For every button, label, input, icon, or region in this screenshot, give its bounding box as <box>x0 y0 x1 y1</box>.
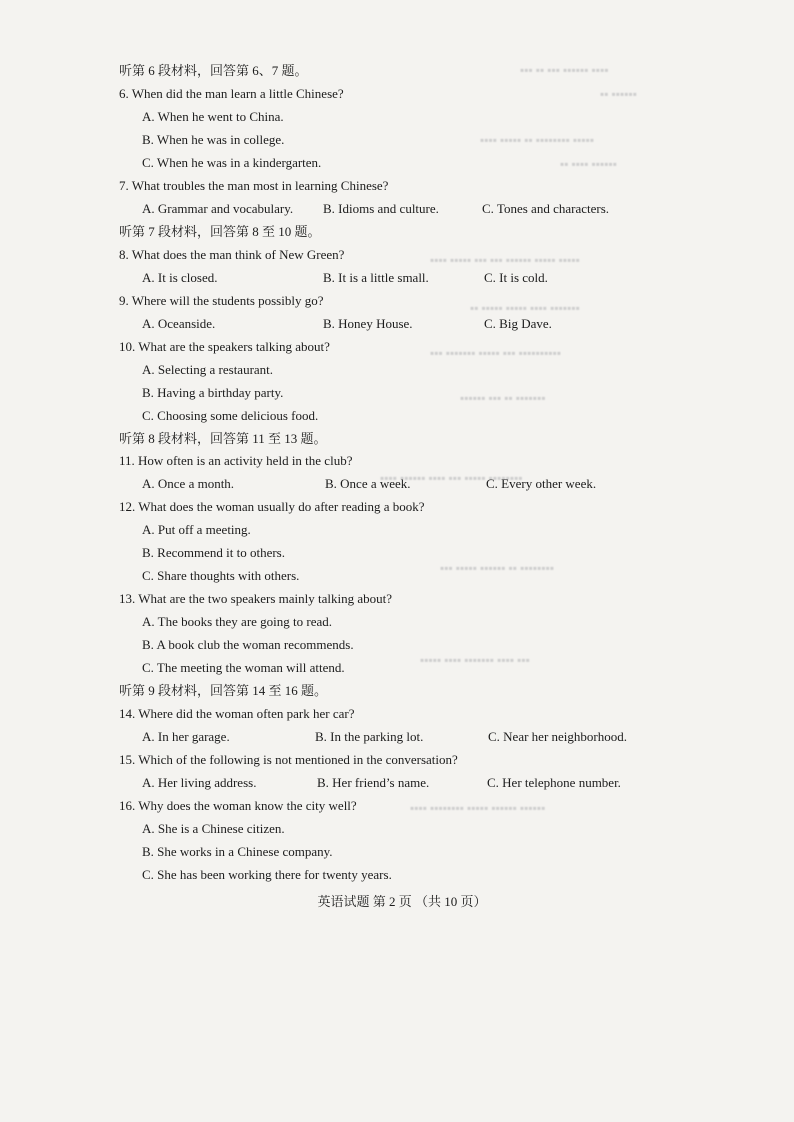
bleed-through-text: ▪▪▪▪▪▪ ▪▪▪ ▪▪ ▪▪▪▪▪▪▪ <box>460 391 546 405</box>
section-heading: 听第 8 段材料，回答第 11 至 13 题。 <box>119 431 327 446</box>
question-stem: 16. Why does the woman know the city well? <box>119 798 357 813</box>
option-b: B. Her friend’s name. <box>317 775 430 790</box>
bleed-through-text: ▪▪ ▪▪▪▪▪ ▪▪▪▪▪ ▪▪▪▪ ▪▪▪▪▪▪▪ <box>470 301 580 315</box>
bleed-through-text: ▪▪▪ ▪▪▪▪▪▪▪ ▪▪▪▪▪ ▪▪▪ ▪▪▪▪▪▪▪▪▪▪ <box>430 346 562 360</box>
option-c: C. When he was in a kindergarten. <box>142 155 322 170</box>
option-c: C. Share thoughts with others. <box>142 568 300 583</box>
option-c: C. Every other week. <box>486 476 597 491</box>
option-b: B. Recommend it to others. <box>142 545 285 560</box>
option-b: B. She works in a Chinese company. <box>142 844 333 859</box>
option-c: C. Tones and characters. <box>482 201 609 216</box>
option-c: C. It is cold. <box>484 270 548 285</box>
bleed-through-text: ▪▪▪ ▪▪ ▪▪▪ ▪▪▪▪▪▪ ▪▪▪▪ <box>520 63 609 77</box>
option-a: A. Her living address. <box>142 775 257 790</box>
question-stem: 10. What are the speakers talking about? <box>119 339 330 354</box>
question-stem: 6. When did the man learn a little Chinese? <box>119 86 344 101</box>
option-b: B. Idioms and culture. <box>323 201 439 216</box>
option-b: B. A book club the woman recommends. <box>142 637 354 652</box>
option-b: B. When he was in college. <box>142 132 285 147</box>
question-stem: 8. What does the man think of New Green? <box>119 247 345 262</box>
question-stem: 12. What does the woman usually do after reading a book? <box>119 499 425 514</box>
option-a: A. Once a month. <box>142 476 235 491</box>
option-c: C. Big Dave. <box>484 316 552 331</box>
option-b: B. Having a birthday party. <box>142 385 284 400</box>
bleed-through-text: ▪▪▪ ▪▪▪▪▪ ▪▪▪▪▪▪ ▪▪ ▪▪▪▪▪▪▪▪ <box>440 561 555 575</box>
option-b: B. It is a little small. <box>323 270 429 285</box>
option-a: A. Selecting a restaurant. <box>142 362 274 377</box>
option-a: A. Oceanside. <box>142 316 216 331</box>
bleed-through-text: ▪▪ ▪▪▪▪ ▪▪▪▪▪▪ <box>560 157 618 171</box>
question-stem: 14. Where did the woman often park her car? <box>119 706 355 721</box>
option-c: C. Near her neighborhood. <box>488 729 627 744</box>
question-stem: 11. How often is an activity held in the club? <box>119 453 353 468</box>
bleed-through-text: ▪▪▪▪▪ ▪▪▪▪ ▪▪▪▪▪▪▪ ▪▪▪▪ ▪▪▪ <box>420 653 530 667</box>
bleed-through-text: ▪▪▪▪ ▪▪▪▪▪▪▪▪ ▪▪▪▪▪ ▪▪▪▪▪▪ ▪▪▪▪▪▪ <box>410 801 546 815</box>
option-a: A. It is closed. <box>142 270 218 285</box>
question-stem: 13. What are the two speakers mainly talking about? <box>119 591 393 606</box>
option-c: C. Choosing some delicious food. <box>142 408 319 423</box>
question-stem: 15. Which of the following is not mentioned in the conversation? <box>119 752 458 767</box>
option-a: A. She is a Chinese citizen. <box>142 821 285 836</box>
option-c: C. The meeting the woman will attend. <box>142 660 345 675</box>
option-b: B. Once a week. <box>325 476 411 491</box>
page-footer: 英语试题 第 2 页 （共 10 页） <box>317 894 487 909</box>
section-heading: 听第 9 段材料，回答第 14 至 16 题。 <box>119 683 328 698</box>
option-a: A. The books they are going to read. <box>142 614 333 629</box>
option-a: A. Grammar and vocabulary. <box>142 201 294 216</box>
question-stem: 9. Where will the students possibly go? <box>119 293 324 308</box>
option-a: A. In her garage. <box>142 729 230 744</box>
option-b: B. In the parking lot. <box>315 729 424 744</box>
option-b: B. Honey House. <box>323 316 413 331</box>
bleed-through-text: ▪▪▪▪ ▪▪▪▪▪ ▪▪▪ ▪▪▪ ▪▪▪▪▪▪ ▪▪▪▪▪ ▪▪▪▪▪ <box>430 253 580 267</box>
option-c: C. She has been working there for twenty years. <box>142 867 392 882</box>
bleed-through-text: ▪▪ ▪▪▪▪▪▪ <box>600 87 638 101</box>
bleed-through-text: ▪▪▪▪ ▪▪▪▪▪▪ ▪▪▪▪ ▪▪▪ ▪▪▪▪▪ ▪▪▪▪▪▪▪▪ <box>380 471 523 485</box>
option-a: A. Put off a meeting. <box>142 522 251 537</box>
question-stem: 7. What troubles the man most in learning Chinese? <box>119 178 389 193</box>
section-heading: 听第 7 段材料，回答第 8 至 10 题。 <box>119 224 321 239</box>
option-a: A. When he went to China. <box>142 109 284 124</box>
bleed-through-text: ▪▪▪▪ ▪▪▪▪▪ ▪▪ ▪▪▪▪▪▪▪▪ ▪▪▪▪▪ <box>480 133 595 147</box>
section-heading: 听第 6 段材料，回答第 6、7 题。 <box>119 63 308 78</box>
option-c: C. Her telephone number. <box>487 775 621 790</box>
